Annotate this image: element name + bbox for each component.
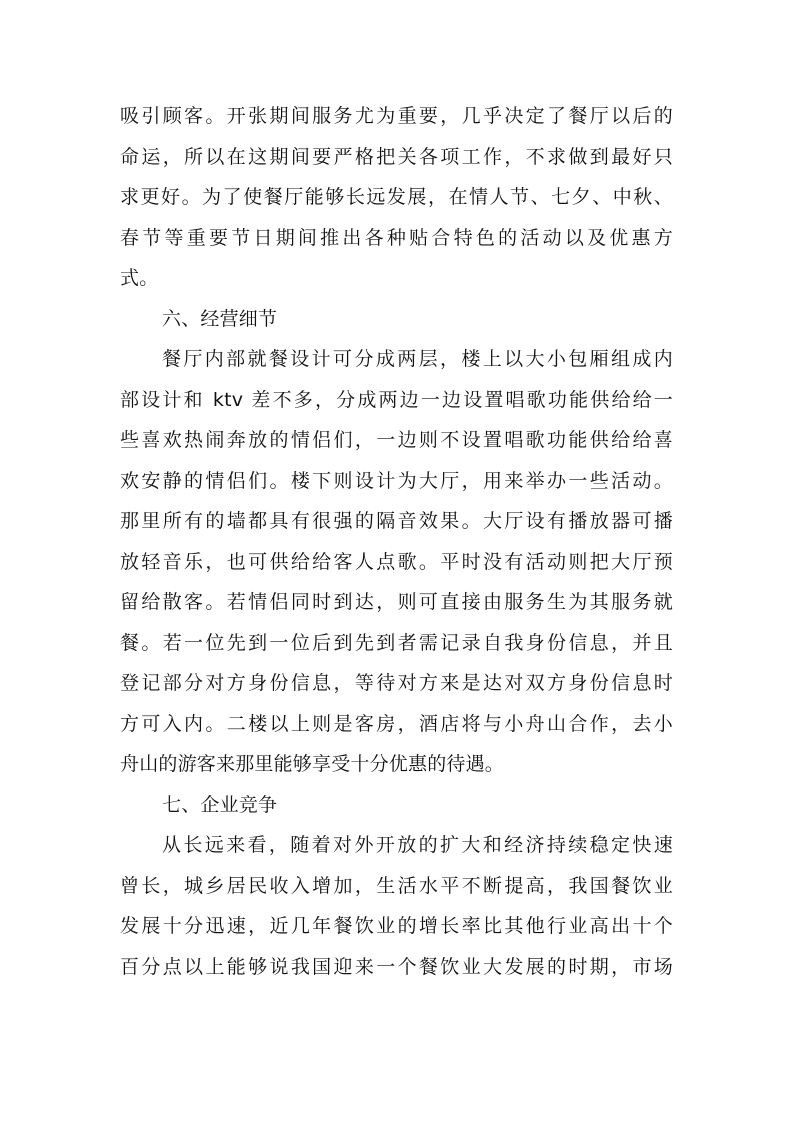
text-line: 命运，所以在这期间要严格把关各项工作，不求做到最好只	[120, 145, 673, 168]
text-line: 方可入内。二楼以上则是客房，酒店将与小舟山合作，去小	[120, 712, 673, 735]
text-line: 六、经营细节	[162, 307, 278, 330]
text-line: 餐厅内部就餐设计可分成两层，楼上以大小包厢组成内	[162, 348, 673, 370]
text-line: 求更好。为了使餐厅能够长远发展，在情人节、七夕、中秋、	[120, 186, 673, 208]
text-line: 春节等重要节日期间推出各种贴合特色的活动以及优惠方	[120, 226, 673, 249]
text-line: 登记部分对方身份信息，等待对方来是达对双方身份信息时	[120, 672, 673, 694]
document-body	[120, 96, 673, 987]
text-line: 欢安静的情侣们。楼下则设计为大厅，用来举办一些活动。	[120, 469, 673, 492]
text-line: 那里所有的墙都具有很强的隔音效果。大厅设有播放器可播	[120, 510, 673, 532]
text-line: 式。	[120, 267, 159, 289]
text-line: 些喜欢热闹奔放的情侣们，一边则不设置唱歌功能供给给喜	[120, 429, 673, 451]
text-line: 从长远来看，随着对外开放的扩大和经济持续稳定快速	[162, 834, 673, 856]
text-line: 餐。若一位先到一位后到先到者需记录自我身份信息，并且	[120, 631, 673, 654]
text-line: 舟山的游客来那里能够享受十分优惠的待遇。	[120, 753, 505, 775]
text-line: 发展十分迅速，近几年餐饮业的增长率比其他行业高出十个	[120, 915, 673, 937]
text-line: 吸引顾客。开张期间服务尤为重要，几乎决定了餐厅以后的	[120, 105, 673, 127]
text-line: 百分点以上能够说我国迎来一个餐饮业大发展的时期，市场	[120, 955, 673, 978]
text-line: 放轻音乐，也可供给给客人点歌。平时没有活动则把大厅预	[120, 550, 673, 573]
text-line: 曾长，城乡居民收入增加，生活水平不断提高，我国餐饮业	[120, 874, 673, 897]
text-line: 七、企业竞争	[162, 793, 278, 816]
text-line: 留给散客。若情侣同时到达，则可直接由服务生为其服务就	[120, 591, 673, 613]
text-line: 部设计和 ktv 差不多，分成两边一边设置唱歌功能供给给一	[120, 388, 673, 411]
